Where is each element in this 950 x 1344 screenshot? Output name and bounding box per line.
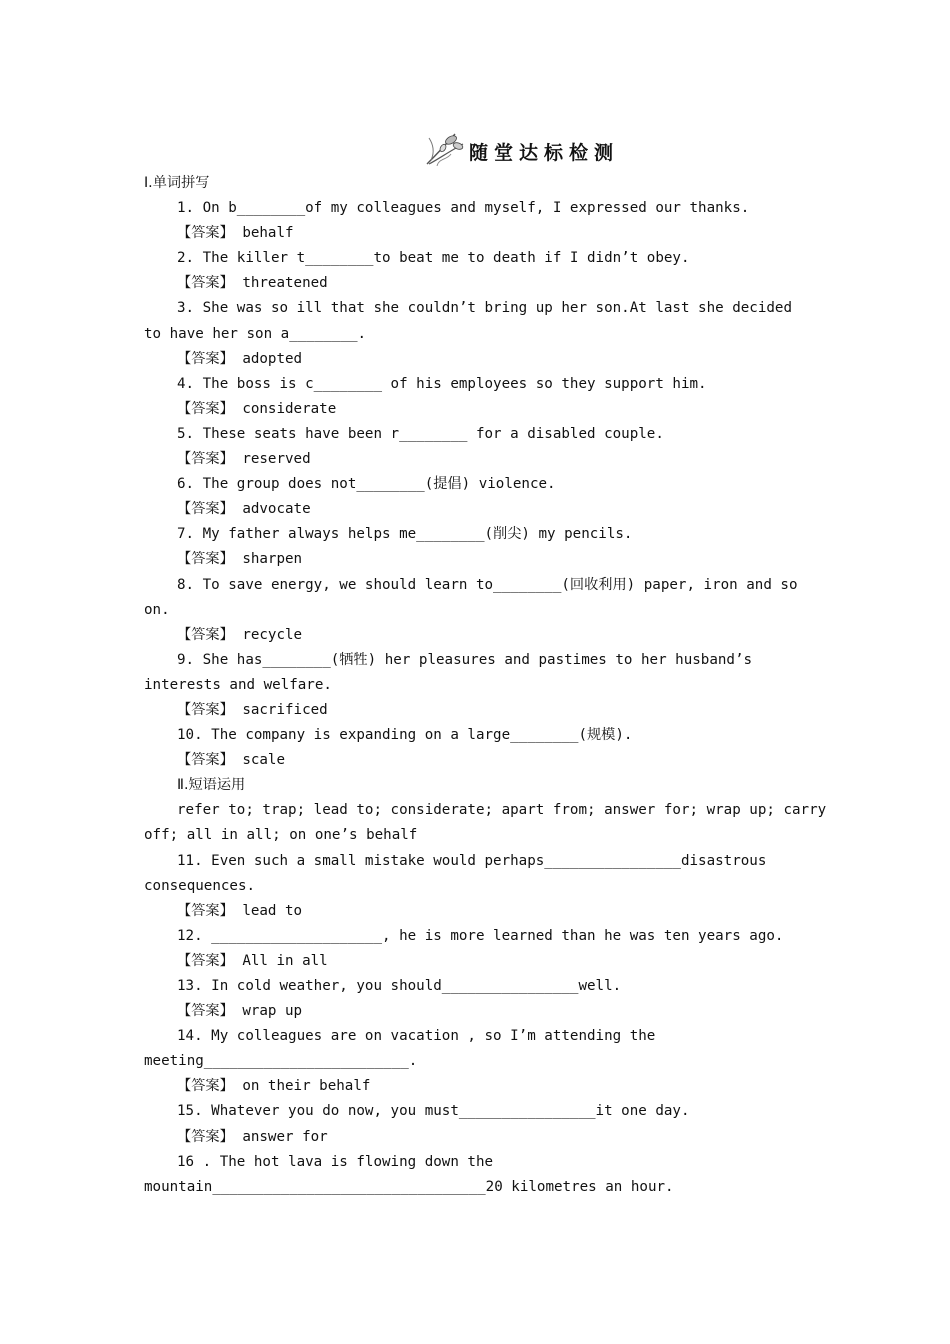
question-text: 15. Whatever you do now, you must________________it one day.: [177, 1103, 690, 1120]
orchid-flower-icon: [425, 130, 467, 166]
question-text: 6. The group does not________(提倡) violence.: [177, 476, 556, 493]
question-7: [144, 522, 807, 572]
answer-value: on their behalf: [242, 1078, 371, 1095]
answer-label: 【答案】: [177, 501, 234, 518]
answer-label: 【答案】: [177, 1128, 234, 1145]
answer-value: recycle: [242, 626, 303, 643]
answer-row: [144, 1074, 807, 1099]
question-10: [144, 723, 807, 773]
word-bank: [144, 798, 827, 848]
question-text: 5. These seats have been r________ for a disabled couple.: [177, 425, 664, 442]
question-2: [144, 246, 807, 296]
question-9: [144, 648, 807, 723]
answer-row: [144, 397, 807, 422]
answer-row: [144, 447, 807, 472]
question-6: [144, 472, 807, 522]
question-text-cont: interests and welfare.: [144, 676, 332, 693]
question-text-cont: on.: [144, 601, 170, 618]
answer-value: sacrificed: [242, 701, 328, 718]
section-heading-spelling: Ⅰ.单词拼写: [144, 175, 210, 191]
answer-value: reserved: [242, 451, 311, 468]
answer-row: [144, 1125, 807, 1150]
question-8: [144, 573, 807, 648]
answer-value: All in all: [242, 952, 328, 969]
answer-label: 【答案】: [177, 1003, 234, 1020]
answer-value: answer for: [242, 1128, 328, 1145]
question-13: [144, 974, 807, 1024]
question-text: 10. The company is expanding on a large________(规模).: [177, 727, 633, 744]
answer-label: 【答案】: [177, 1078, 234, 1095]
question-text: 7. My father always helps me________(削尖) my pencils.: [177, 526, 633, 543]
answer-value: sharpen: [242, 551, 303, 568]
answer-label: 【答案】: [177, 701, 234, 718]
answer-row: [144, 623, 807, 648]
question-text: 16 . The hot lava is flowing down the: [177, 1153, 494, 1170]
answer-row: [144, 999, 807, 1024]
question-text: 9. She has________(牺牲) her pleasures and pastimes to her husband’s: [177, 651, 753, 668]
question-16: [144, 1150, 807, 1200]
question-text: 14. My colleagues are on vacation , so I’m attending the: [177, 1028, 656, 1045]
question-text: 4. The boss is c________ of his employees so they support him.: [177, 375, 707, 392]
answer-value: adopted: [242, 350, 303, 367]
answer-row: [144, 221, 807, 246]
answer-value: lead to: [242, 902, 303, 919]
answer-row: [144, 698, 807, 723]
answer-value: behalf: [242, 225, 294, 242]
answer-value: wrap up: [242, 1003, 303, 1020]
answer-row: [144, 748, 807, 773]
question-11: [144, 849, 807, 924]
answer-row: [144, 347, 807, 372]
answer-label: 【答案】: [177, 952, 234, 969]
answer-value: advocate: [242, 501, 311, 518]
answer-row: [144, 899, 807, 924]
question-1: [144, 196, 807, 246]
answer-label: 【答案】: [177, 551, 234, 568]
question-text: 12. ____________________, he is more learned than he was ten years ago.: [177, 927, 784, 944]
word-bank-line: off; all in all; on one’s behalf: [144, 827, 418, 844]
answer-label: 【答案】: [177, 275, 234, 292]
question-text: 13. In cold weather, you should________________well.: [177, 978, 622, 994]
question-text-cont: mountain________________________________20 kilometres an hour.: [144, 1178, 674, 1195]
page-title: 随堂达标检测: [469, 142, 620, 164]
question-5: [144, 422, 807, 472]
question-12: [144, 924, 807, 974]
question-4: [144, 372, 807, 422]
question-3: [144, 296, 807, 371]
question-text-cont: consequences.: [144, 877, 256, 894]
answer-label: 【答案】: [177, 626, 234, 643]
question-text-cont: meeting________________________.: [144, 1053, 418, 1070]
answer-label: 【答案】: [177, 752, 234, 769]
answer-label: 【答案】: [177, 451, 234, 468]
answer-label: 【答案】: [177, 902, 234, 919]
answer-label: 【答案】: [177, 350, 234, 367]
answer-row: [144, 271, 807, 296]
answer-value: threatened: [242, 275, 328, 292]
answer-row: [144, 547, 807, 572]
page-header: [425, 130, 655, 170]
question-text: 3. She was so ill that she couldn’t bring up her son.At last she decided: [177, 300, 792, 317]
answer-label: 【答案】: [177, 225, 234, 242]
answer-value: scale: [242, 752, 286, 769]
question-15: [144, 1099, 807, 1149]
question-text: 11. Even such a small mistake would perhaps________________disastrous: [177, 852, 767, 869]
word-bank-line: refer to; trap; lead to; considerate; apart from; answer for; wrap up; carry: [177, 802, 827, 819]
question-text: 8. To save energy, we should learn to________(回收利用) paper, iron and so: [177, 576, 798, 593]
question-text: 2. The killer t________to beat me to death if I didn’t obey.: [177, 250, 690, 267]
question-text-cont: to have her son a________.: [144, 325, 367, 342]
answer-row: [144, 949, 807, 974]
question-text: 1. On b________of my colleagues and myself, I expressed our thanks.: [177, 200, 750, 217]
worksheet-body: [144, 171, 827, 1200]
answer-label: 【答案】: [177, 400, 234, 417]
answer-row: [144, 497, 807, 522]
section-heading-phrases: Ⅱ.短语运用: [177, 777, 246, 794]
answer-value: considerate: [242, 400, 337, 417]
question-14: [144, 1024, 807, 1099]
